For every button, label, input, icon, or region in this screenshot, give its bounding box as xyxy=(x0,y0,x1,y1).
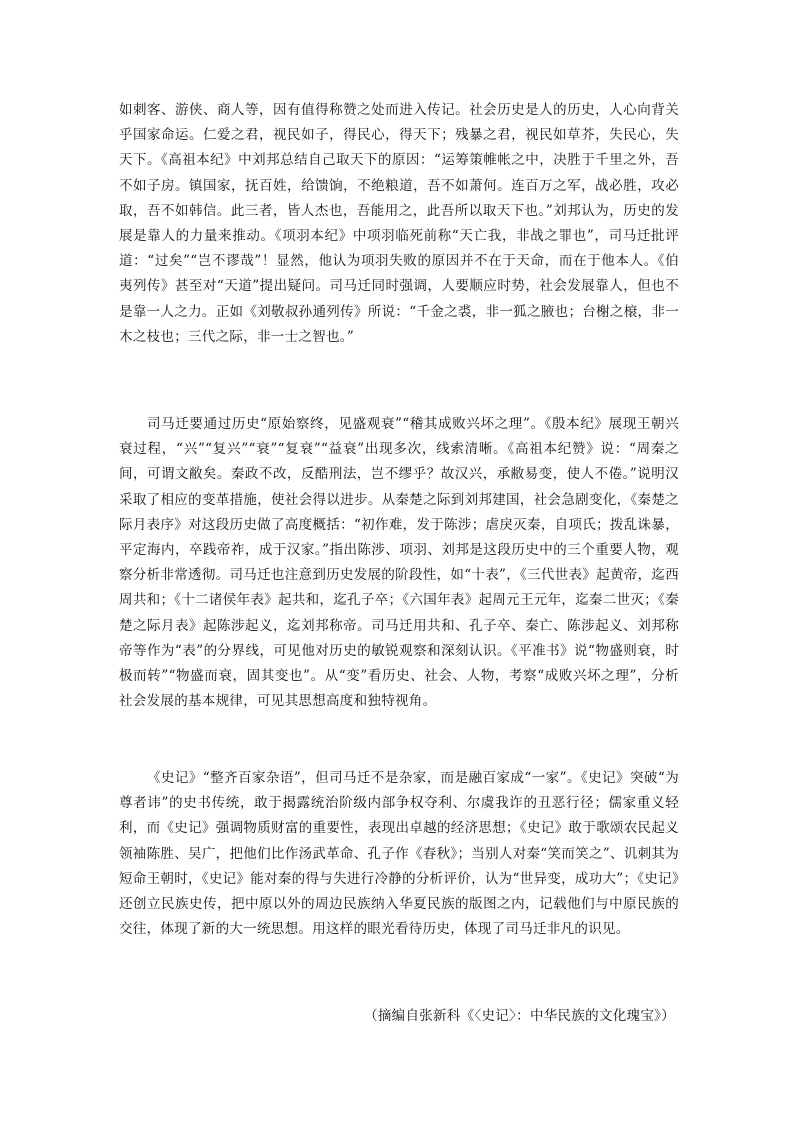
paragraph-historical-change: 司马迁要通过历史“原始察终，见盛观衰”“稽其成败兴坏之理”。《殷本纪》展现王朝兴衰过程，“兴”“复兴”“衰”“复衰”“益衰”出现多次，线索清晰。《高祖本纪赞》说：“周秦之间，可谓文敝矣。秦政不改，反酷刑法，岂不缪乎？故汉兴，承敝易变，使人不倦。”说明汉采取了相应的变革措施，使社会得以进步。从秦楚之际到刘邦建国，社会急剧变化，《秦楚之际月表序》对这段历史做了高度概括：“初作难，发于陈涉；虐戾灭秦，自项氏；拨乱诛暴，平定海内，卒践帝祚，成于汉家。”指出陈涉、项羽、刘邦是这段历史中的三个重要人物，观察分析非常透彻。司马迁也注意到历史发展的阶段性，如“十表”，《三代世表》起黄帝，迄西周共和；《十二诸侯年表》起共和，迄孔子卒；《六国年表》起周元王元年，迄秦二世灭；《秦楚之际月表》起陈涉起义，迄刘邦称帝。司马迁用共和、孔子卒、秦亡、陈涉起义、刘邦称帝等作为“表”的分界线，可见他对历史的敏锐观察和深刻认识。《平准书》说“物盛则衰，时极而转”“物盛而衰，固其变也”。从“变”看历史、社会、人物，考察“成败兴坏之理”，分析社会发展的基本规律，可见其思想高度和独特视角。 xyxy=(119,416,679,710)
paragraph-continuation: 如刺客、游侠、商人等，因有值得称赞之处而进入传记。社会历史是人的历史，人心向背关乎国家命运。仁爱之君，视民如子，得民心，得天下；残暴之君，视民如草芥，失民心，失天下。《高祖本纪》中刘邦总结自己取天下的原因：“运筹策帷帐之中，决胜于千里之外，吾不如子房。镇国家，抚百姓，给馈饷，不绝粮道，吾不如萧何。连百万之军，战必胜，攻必取，吾不如韩信。此三者，皆人杰也，吾能用之，此吾所以取天下也。”刘邦认为，历史的发展是靠人的力量来推动。《项羽本纪》中项羽临死前称“天亡我，非战之罪也”，司马迁批评道：“过矣”“岂不谬哉”！显然，他认为项羽失败的原因并不在于天命，而在于他本人。《伯夷列传》甚至对“天道”提出疑问。司马迁同时强调，人要顺应时势，社会发展靠人，但也不是靠一人之力。正如《刘敬叔孙通列传》所说：“千金之裘，非一狐之腋也；台榭之榱，非一木之枝也；三代之际，非一士之智也。” xyxy=(119,102,679,345)
source-citation: （摘编自张新科《〈史记〉：中华民族的文化瑰宝》） xyxy=(364,1008,675,1024)
paragraph-one-school: 《史记》“整齐百家杂语”，但司马迁不是杂家，而是融百家成“一家”。《史记》突破“为尊者讳”的史书传统，敢于揭露统治阶级内部争权夺利、尔虞我诈的丑恶行径；儒家重义轻利，而《史记》强调物质财富的重要性，表现出卓越的经济思想；《史记》敢于歌颂农民起义领袖陈胜、吴广，把他们比作汤武革命、孔子作《春秋》；当别人对秦“笑而笑之”、讥刺其为短命王朝时，《史记》能对秦的得与失进行冷静的分析评价，认为“世异变，成功大”；《史记》还创立民族史传，把中原以外的周边民族纳入华夏民族的版图之内，记载他们与中原民族的交往，体现了新的大一统思想。用这样的眼光看待历史，体现了司马迁非凡的识见。 xyxy=(119,770,679,938)
